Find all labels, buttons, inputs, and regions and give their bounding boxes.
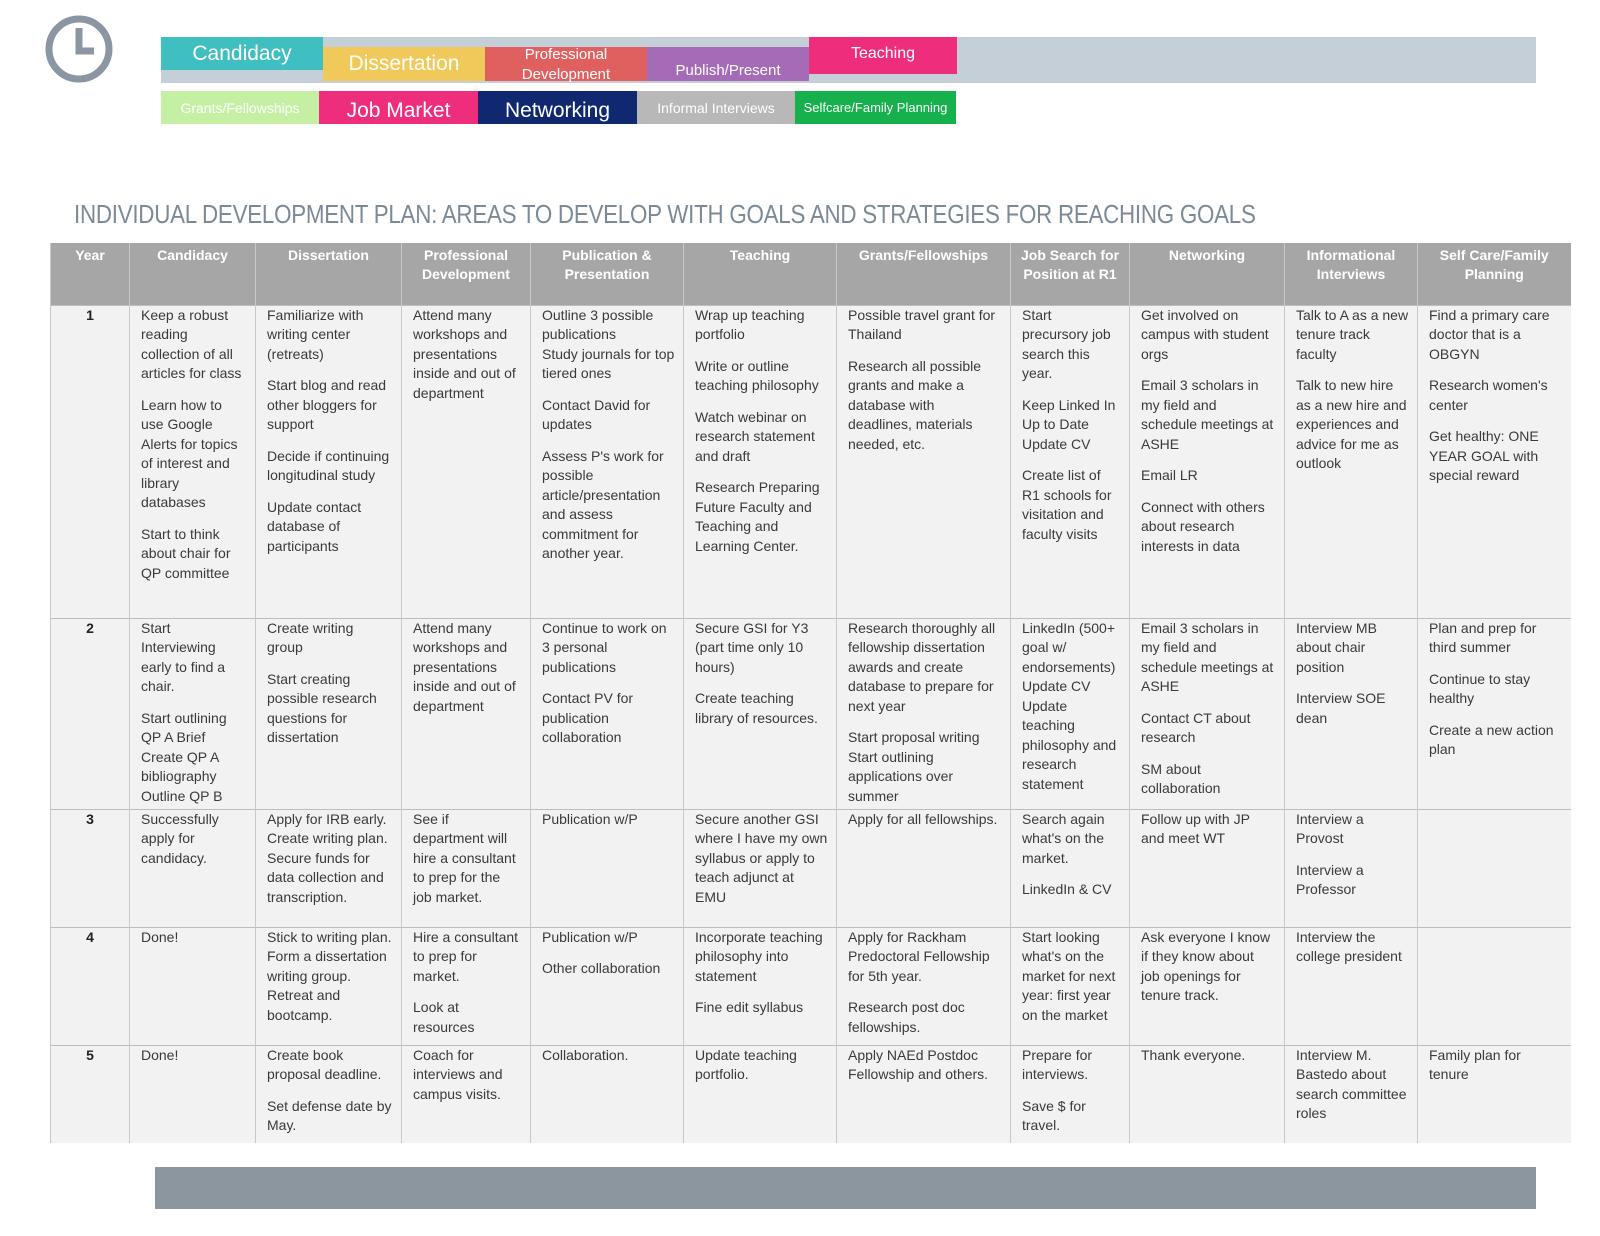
cell-text-line: Search again what's on the market. xyxy=(1022,810,1109,866)
cell-text-line: Secure funds for data collection and transcription. xyxy=(267,849,388,905)
table-cell xyxy=(402,927,531,1045)
table-cell xyxy=(837,809,1011,927)
cell-text-line: Contact PV for publication collaboration xyxy=(542,690,637,745)
legend-networking xyxy=(478,91,637,124)
legend-publish-present-label: Publish/Present xyxy=(675,62,781,79)
cell-text-line: Publication w/P xyxy=(542,810,638,827)
cell-text-line xyxy=(1296,849,1409,861)
year-cell: 4 xyxy=(51,927,130,1045)
table-cell xyxy=(1130,305,1285,618)
cell-text-line: Plan and prep for third summer xyxy=(1429,619,1541,655)
cell-text-line: Thank everyone. xyxy=(1141,1046,1246,1063)
table-row xyxy=(51,927,1571,1045)
footer-bar xyxy=(155,1167,1536,1209)
cell-text-line: Start to think about chair for QP committee xyxy=(141,525,235,581)
cell-text-line: Start blog and read other bloggers for support xyxy=(267,377,390,432)
legend-publish-present xyxy=(647,47,809,81)
cell-text-line: Done! xyxy=(141,1046,179,1063)
cell-text-line: Connect with others about research interests in data xyxy=(1141,498,1269,554)
cell-text-line: Look at resources xyxy=(413,999,475,1035)
header-informational-interviews: Informational Interviews xyxy=(1285,243,1418,305)
table-cell xyxy=(402,809,531,927)
table-row xyxy=(51,305,1571,618)
header-publication-presentation: Publication & Presentation xyxy=(531,243,684,305)
cell-text-line: Create list of R1 schools for visitation and faculty visits xyxy=(1022,467,1116,542)
cell-text-line: Retreat and bootcamp. xyxy=(267,987,345,1023)
table-cell xyxy=(1418,1045,1571,1143)
cell-text-line: Start looking what's on the market for next year: first year on the market xyxy=(1022,928,1120,1023)
legend-candidacy xyxy=(161,37,323,70)
cell-text-line: Write or outline teaching philosophy xyxy=(695,357,819,393)
legend-job-market xyxy=(319,91,478,124)
cell-text-line: Create QP A bibliography xyxy=(141,748,223,784)
table-cell xyxy=(531,618,684,809)
table-cell xyxy=(1130,1045,1285,1143)
cell-text-line: Family plan for tenure xyxy=(1429,1046,1525,1082)
cell-text-line: Continue to work on 3 personal publications xyxy=(542,619,671,675)
year-cell: 2 xyxy=(51,618,130,809)
table-cell xyxy=(1130,927,1285,1045)
cell-text-line: Ask everyone I know if they know about job openings for tenure track. xyxy=(1141,928,1275,1003)
cell-text-line xyxy=(542,384,675,396)
cell-text-line: Research women's center xyxy=(1429,377,1552,413)
plan-grid xyxy=(50,243,1571,1143)
cell-text-line xyxy=(542,677,675,689)
cell-text-line: Create teaching library of resources. xyxy=(695,690,818,726)
cell-text-line: Secure another GSI where I have my own syllabus or apply to teach adjunct at EMU xyxy=(695,810,832,905)
cell-text-line xyxy=(848,986,1002,998)
table-cell xyxy=(402,305,531,618)
cell-text-line: Apply for IRB early. xyxy=(267,810,387,827)
legend-informal-interviews xyxy=(637,91,795,124)
cell-text-line: Interview the college president xyxy=(1296,928,1402,964)
cell-text-line: Outline QP B xyxy=(141,787,223,804)
cell-text-line: Collaboration. xyxy=(542,1046,629,1063)
cell-text-line: Start outlining applications over summer xyxy=(848,748,957,804)
table-cell xyxy=(1011,618,1130,809)
header-dissertation: Dissertation xyxy=(256,243,402,305)
cell-text-line xyxy=(413,986,522,998)
cell-text-line: Interview SOE dean xyxy=(1296,690,1390,726)
cell-text-line: Create book proposal deadline. xyxy=(267,1046,382,1082)
cell-text-line: Contact David for updates xyxy=(542,396,655,432)
cell-text-line: Create a new action plan xyxy=(1429,721,1558,757)
cell-text-line: Contact CT about research xyxy=(1141,709,1255,745)
cell-text-line: Research Preparing Future Faculty and Teaching and Learning Center. xyxy=(695,479,824,554)
table-cell xyxy=(684,305,837,618)
table-cell xyxy=(256,1045,402,1143)
header-job-search: Job Search for Position at R1 xyxy=(1011,243,1130,305)
cell-text-line: Prepare for interviews. xyxy=(1022,1046,1096,1082)
cell-text-line xyxy=(267,435,393,447)
table-row xyxy=(51,618,1571,809)
cell-text-line xyxy=(141,697,247,709)
cell-text-line xyxy=(695,986,828,998)
legend-candidacy-label: Candidacy xyxy=(192,41,292,65)
page-title: INDIVIDUAL DEVELOPMENT PLAN: AREAS TO DEVELOP WITH GOALS AND STRATEGIES FOR REACHING GOALS xyxy=(74,199,1256,229)
cell-text-line: Research post doc fellowships. xyxy=(848,999,969,1035)
cell-text-line xyxy=(267,1085,393,1097)
clock-logo-icon xyxy=(44,14,114,84)
table-cell xyxy=(130,927,256,1045)
cell-text-line: Assess P's work for possible article/presentation and assess commitment for another year. xyxy=(542,447,668,561)
cell-text-line xyxy=(542,947,675,959)
cell-text-line: Start Interviewing early to find a chair. xyxy=(141,619,229,694)
cell-text-line: Update CV xyxy=(1022,435,1091,452)
cell-text-line: Start proposal writing xyxy=(848,729,980,745)
table-cell xyxy=(1418,927,1571,1045)
cell-text-line xyxy=(1429,415,1563,427)
cell-text-line xyxy=(141,384,247,396)
cell-text-line: Set defense date by May. xyxy=(267,1097,396,1133)
table-cell xyxy=(684,809,837,927)
table-cell xyxy=(130,809,256,927)
cell-text-line: Get healthy: ONE YEAR GOAL with special reward xyxy=(1429,428,1543,483)
cell-text-line: Keep Linked In Up to Date xyxy=(1022,396,1120,432)
cell-text-line xyxy=(1296,364,1409,376)
cell-text-line xyxy=(1022,384,1121,396)
table-cell xyxy=(531,927,684,1045)
cell-text-line: Fine edit syllabus xyxy=(695,999,804,1015)
cell-text-line: LinkedIn & CV xyxy=(1022,881,1112,897)
legend-selfcare-family-planning xyxy=(795,91,956,124)
cell-text-line xyxy=(1296,677,1409,689)
cell-text-line: Talk to new hire as a new hire and experiences and advice for me as outlook xyxy=(1296,377,1411,471)
table-cell xyxy=(256,809,402,927)
cell-text-line: Outline 3 possible publications xyxy=(542,306,658,342)
cell-text-line: Attend many workshops and presentations inside and out of department xyxy=(413,619,520,714)
table-cell xyxy=(684,618,837,809)
cell-text-line: Email 3 scholars in my field and schedule meetings at ASHE xyxy=(1141,377,1277,452)
header-networking: Networking xyxy=(1130,243,1285,305)
cell-text-line: Save $ for travel. xyxy=(1022,1097,1090,1133)
table-cell xyxy=(130,618,256,809)
cell-text-line: Interview a Professor xyxy=(1296,861,1368,897)
legend-professional-development-label: Professional Development xyxy=(521,46,611,83)
cell-text-line: Learn how to use Google Alerts for topics of interest and library databases xyxy=(141,396,242,510)
cell-text-line xyxy=(695,396,828,408)
legend-teaching-label: Teaching xyxy=(850,45,916,62)
cell-text-line xyxy=(848,345,1002,357)
cell-text-line: Decide if continuing longitudinal study xyxy=(267,447,394,483)
cell-text-line: Study journals for top tiered ones xyxy=(542,345,679,381)
cell-text-line xyxy=(1022,454,1121,466)
table-row xyxy=(51,809,1571,927)
cell-text-line: Successfully apply for candidacy. xyxy=(141,810,223,866)
table-cell xyxy=(684,927,837,1045)
cell-text-line: Watch webinar on research statement and draft xyxy=(695,408,819,464)
legend-dissertation xyxy=(323,47,485,81)
table-cell xyxy=(256,618,402,809)
table-cell xyxy=(837,927,1011,1045)
table-cell xyxy=(1130,618,1285,809)
cell-text-line xyxy=(695,345,828,357)
table-cell xyxy=(130,305,256,618)
cell-text-line: Wrap up teaching portfolio xyxy=(695,306,809,342)
cell-text-line: Email 3 scholars in my field and schedule meetings at ASHE xyxy=(1141,619,1277,694)
cell-text-line: Interview a Provost xyxy=(1296,810,1368,846)
cell-text-line: Start creating possible research questions for dissertation xyxy=(267,670,381,745)
header-professional-development: Professional Development xyxy=(402,243,531,305)
cell-text-line: Possible travel grant for Thailand xyxy=(848,306,999,342)
cell-text-line: Apply for all fellowships. xyxy=(848,810,998,827)
table-cell xyxy=(1285,809,1418,927)
legend-grants-fellowships xyxy=(161,91,319,124)
cell-text-line: SM about collaboration xyxy=(1141,760,1221,796)
table-cell xyxy=(130,1045,256,1143)
table-cell xyxy=(402,618,531,809)
cell-text-line: LinkedIn (500+ goal w/ endorsements) xyxy=(1022,619,1119,675)
cell-text-line xyxy=(1429,709,1563,721)
cell-text-line: Update teaching portfolio. xyxy=(695,1046,801,1082)
cell-text-line: Research all possible grants and make a database with deadlines, materials needed, etc. xyxy=(848,357,985,452)
cell-text-line: Update teaching philosophy and research statement xyxy=(1022,697,1121,792)
table-cell xyxy=(531,1045,684,1143)
year-cell: 1 xyxy=(51,305,130,618)
header-row xyxy=(51,243,1571,305)
table-cell xyxy=(684,1045,837,1143)
table-cell xyxy=(1011,809,1130,927)
legend-informal-interviews-label: Informal Interviews xyxy=(657,99,775,116)
cell-text-line: Attend many workshops and presentations inside and out of department xyxy=(413,306,520,401)
cell-text-line: Other collaboration xyxy=(542,960,661,976)
cell-text-line xyxy=(542,435,675,447)
cell-text-line xyxy=(1141,748,1276,760)
cell-text-line: See if department will hire a consultant to prep for the job market. xyxy=(413,810,520,905)
header-candidacy: Candidacy xyxy=(130,243,256,305)
header-year: Year xyxy=(51,243,130,305)
cell-text-line: Update contact database of participants xyxy=(267,498,366,554)
cell-text-line xyxy=(1141,697,1276,709)
development-plan-table xyxy=(50,243,1558,1143)
cell-text-line xyxy=(1429,658,1563,670)
cell-text-line xyxy=(267,364,393,376)
header-self-care: Self Care/Family Planning xyxy=(1418,243,1571,305)
table-cell xyxy=(256,927,402,1045)
table-cell xyxy=(1285,305,1418,618)
legend-networking-label: Networking xyxy=(504,98,611,122)
cell-text-line: Follow up with JP and meet WT xyxy=(1141,810,1254,846)
cell-text-line: Create writing group xyxy=(267,619,358,655)
cell-text-line: Start outlining QP A Brief xyxy=(141,709,231,745)
cell-text-line xyxy=(695,466,828,478)
cell-text-line xyxy=(1141,486,1276,498)
legend-teaching xyxy=(809,37,957,74)
table-cell xyxy=(402,1045,531,1143)
cell-text-line xyxy=(1141,454,1276,466)
cell-text-line xyxy=(1141,364,1276,376)
cell-text-line xyxy=(141,513,247,525)
cell-text-line: Interview MB about chair position xyxy=(1296,619,1381,675)
cell-text-line xyxy=(1429,364,1563,376)
cell-text-line xyxy=(695,677,828,689)
table-cell xyxy=(1418,305,1571,618)
header-grants-fellowships: Grants/Fellowships xyxy=(837,243,1011,305)
cell-text-line: Done! xyxy=(141,928,179,945)
cell-text-line: Apply NAEd Postdoc Fellowship and others. xyxy=(848,1046,989,1082)
table-cell xyxy=(837,618,1011,809)
cell-text-line xyxy=(1022,868,1121,880)
cell-text-line: Talk to A as a new tenure track faculty xyxy=(1296,306,1412,362)
cell-text-line: Apply for Rackham Predoctoral Fellowship for 5th year. xyxy=(848,928,994,984)
legend-professional-development xyxy=(485,47,647,81)
cell-text-line xyxy=(267,486,393,498)
cell-text-line: Stick to writing plan. Form a dissertation writing group. xyxy=(267,928,396,984)
table-cell xyxy=(1418,618,1571,809)
cell-text-line: Continue to stay healthy xyxy=(1429,670,1535,706)
table-cell xyxy=(1285,1045,1418,1143)
legend-grants-fellowships-label: Grants/Fellowships xyxy=(180,99,300,116)
cell-text-line: Update CV xyxy=(1022,678,1091,694)
header-teaching: Teaching xyxy=(684,243,837,305)
table-cell xyxy=(1011,305,1130,618)
cell-text-line: Create writing plan. xyxy=(267,830,388,846)
cell-text-line: Keep a robust reading collection of all articles for class xyxy=(141,306,242,381)
cell-text-line xyxy=(1022,1085,1121,1097)
cell-text-line: Coach for interviews and campus visits. xyxy=(413,1046,507,1102)
table-cell xyxy=(1011,927,1130,1045)
table-cell xyxy=(1418,809,1571,927)
table-cell xyxy=(837,305,1011,618)
cell-text-line: Get involved on campus with student orgs xyxy=(1141,306,1273,362)
cell-text-line: Start precursory job search this year. xyxy=(1022,306,1115,381)
cell-text-line: Research thoroughly all fellowship dissertation awards and create database to prepare for next year xyxy=(848,619,999,714)
cell-text-line: Find a primary care doctor that is a OBGYN xyxy=(1429,306,1554,362)
year-cell: 3 xyxy=(51,809,130,927)
table-row xyxy=(51,1045,1571,1143)
cell-text-line xyxy=(848,716,1002,728)
table-cell xyxy=(837,1045,1011,1143)
year-cell: 5 xyxy=(51,1045,130,1143)
legend-job-market-label: Job Market xyxy=(346,98,451,122)
table-cell xyxy=(1011,1045,1130,1143)
table-cell xyxy=(1130,809,1285,927)
table-cell xyxy=(531,305,684,618)
table-cell xyxy=(1285,927,1418,1045)
cell-text-line: Familiarize with writing center (retreats) xyxy=(267,306,368,362)
table-cell xyxy=(1285,618,1418,809)
cell-text-line: Hire a consultant to prep for market. xyxy=(413,928,522,984)
cell-text-line xyxy=(267,658,393,670)
legend-selfcare-family-planning-label: Selfcare/Family Planning xyxy=(803,100,948,115)
cell-text-line: Interview M. Bastedo about search committee roles xyxy=(1296,1046,1411,1121)
legend-dissertation-label: Dissertation xyxy=(348,52,460,75)
cell-text-line: Email LR xyxy=(1141,467,1198,483)
table-cell xyxy=(256,305,402,618)
cell-text-line: Incorporate teaching philosophy into statement xyxy=(695,928,827,984)
table-cell xyxy=(531,809,684,927)
cell-text-line: Secure GSI for Y3 (part time only 10 hours) xyxy=(695,619,813,675)
cell-text-line: Publication w/P xyxy=(542,928,638,945)
